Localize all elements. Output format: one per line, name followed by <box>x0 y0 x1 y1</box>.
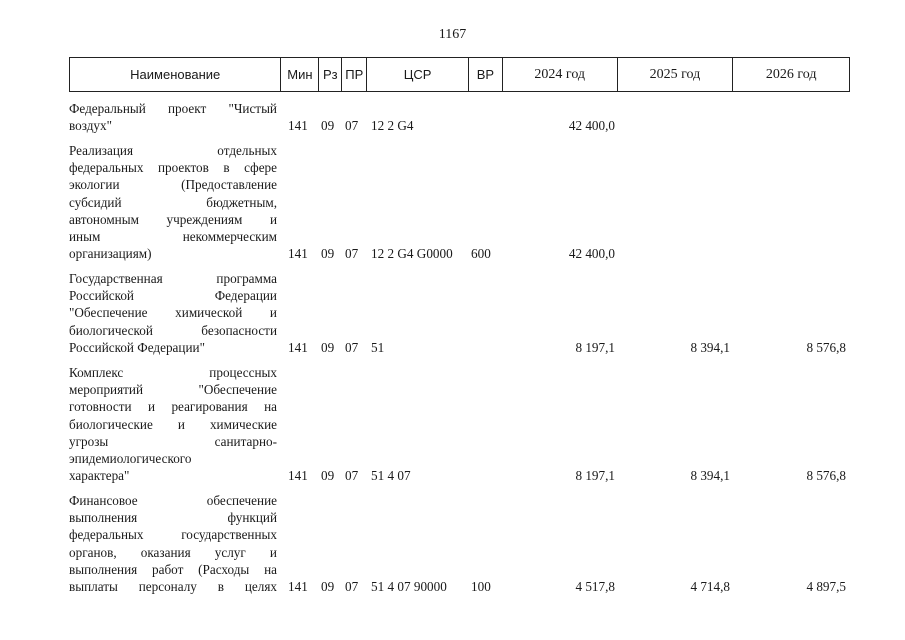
row-pr: 07 <box>345 117 359 133</box>
row-csr: 51 4 07 90000 <box>371 578 447 594</box>
row-rz: 09 <box>321 117 335 133</box>
header-pr: ПР <box>342 58 367 91</box>
table-row <box>69 364 850 484</box>
header-2024: 2024 год <box>503 58 618 91</box>
page-number: 1167 <box>438 27 467 42</box>
row-min: 141 <box>288 467 308 483</box>
row-name: Государственная программа Российской Федерации "Обеспечение химической и биологической безопасности Российской Федерации" <box>69 271 277 355</box>
row-rz: 09 <box>321 578 335 594</box>
row-csr: 12 2 G4 G0000 <box>371 245 453 261</box>
header-2026: 2026 год <box>765 66 817 82</box>
row-name: Реализация отдельных федеральных проектов в сфере экологии (Предоставление субсидий бюджетным, автономным учреждениям и иным некоммерческим организациям) <box>69 143 277 262</box>
row-pr: 07 <box>345 339 359 355</box>
row-pr: 07 <box>345 245 359 261</box>
header-csr: ЦСР <box>367 58 469 91</box>
row-2026: 4 897,5 <box>806 578 846 594</box>
row-2024: 4 517,8 <box>575 578 615 594</box>
row-rz: 09 <box>321 339 335 355</box>
row-2025: 8 394,1 <box>690 467 730 483</box>
row-2026: 8 576,8 <box>806 467 846 483</box>
row-pr: 07 <box>345 578 359 594</box>
row-csr: 51 4 07 <box>371 467 411 483</box>
row-name: Федеральный проект "Чистый воздух" <box>69 101 277 134</box>
row-min: 141 <box>288 339 308 355</box>
row-name: Финансовое обеспечение выполнения функций федеральных государственных органов, оказания услуг и выполнения работ (Расходы на выплаты персоналу в целях <box>69 493 277 595</box>
row-min: 141 <box>288 245 308 261</box>
header-min: Мин <box>281 58 319 91</box>
row-csr: 51 <box>371 339 385 355</box>
row-min: 141 <box>288 578 308 594</box>
header-2025: 2025 год <box>618 58 734 91</box>
table-row <box>69 142 850 262</box>
row-2026: 8 576,8 <box>806 339 846 355</box>
row-2024: 42 400,0 <box>568 245 615 261</box>
header-vr: ВР <box>469 58 503 91</box>
table-row <box>69 492 850 595</box>
row-2024: 8 197,1 <box>575 467 615 483</box>
row-rz: 09 <box>321 467 335 483</box>
row-vr: 600 <box>471 245 491 261</box>
row-2025: 4 714,8 <box>690 578 730 594</box>
row-csr: 12 2 G4 <box>371 117 414 133</box>
header-rz: Рз <box>319 58 342 91</box>
row-2024: 8 197,1 <box>575 339 615 355</box>
header-name: Наименование <box>70 58 281 91</box>
row-2025: 8 394,1 <box>690 339 730 355</box>
table-row <box>69 100 850 134</box>
row-vr: 100 <box>471 578 491 594</box>
table-header <box>69 57 850 92</box>
row-rz: 09 <box>321 245 335 261</box>
row-2024: 42 400,0 <box>568 117 615 133</box>
table-row <box>69 270 850 356</box>
row-pr: 07 <box>345 467 359 483</box>
row-min: 141 <box>288 117 308 133</box>
row-name: Комплекс процессных мероприятий "Обеспечение готовности и реагирования на биологические и химические угрозы санитарно- эпидемиологического характера" <box>69 365 277 484</box>
